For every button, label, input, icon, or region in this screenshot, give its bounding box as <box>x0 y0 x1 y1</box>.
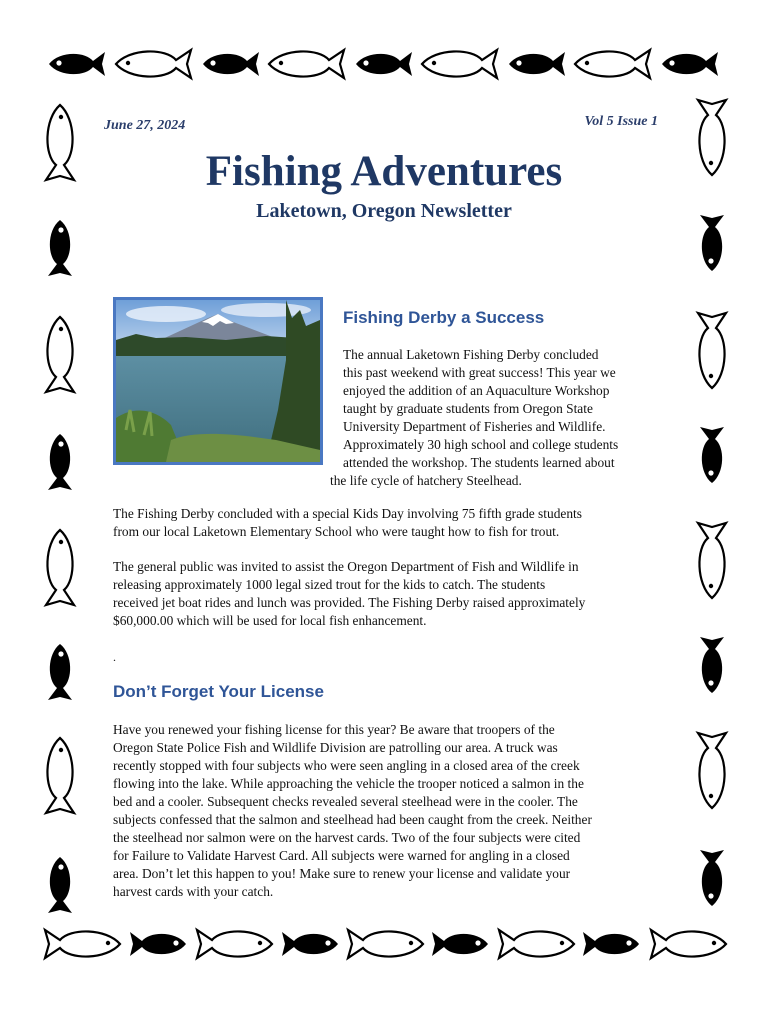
derby-intro-line: enjoyed the addition of an Aquaculture Workshop <box>343 383 610 398</box>
article-heading-license: Don’t Forget Your License <box>113 682 324 701</box>
derby-intro-line: The annual Laketown Fishing Derby concluded <box>343 347 599 362</box>
license-text-line: recently stopped with four subjects who were seen angling in a closed area of the creek <box>113 758 580 773</box>
derby-release-line: releasing approximately 1000 legal sized trout for the kids to catch. The students <box>113 577 546 592</box>
license-text-line: for Failure to Validate Harvest Card. All subjects were warned for angling in a closed <box>113 848 570 863</box>
article-heading-derby: Fishing Derby a Success <box>343 308 545 327</box>
derby-intro-line: the life cycle of hatchery Steelhead. <box>330 473 522 488</box>
license-text-line: area. Don’t let this happen to you! Make sure to renew your license and validate your <box>113 866 571 881</box>
license-text-line: bed and a cooler. Subsequent checks revealed several steelhead were in the cooler. The <box>113 794 578 809</box>
lake-photo <box>113 297 323 465</box>
license-text-line: Have you renewed your fishing license for this year? Be aware that troopers of the <box>113 722 555 737</box>
derby-intro-line: this past weekend with great success! This year we <box>343 365 616 380</box>
volume-issue: Vol 5 Issue 1 <box>584 114 658 129</box>
license-text-line: the steelhead nor salmon were on the harvest cards. Two of the four subjects were cited <box>113 830 581 845</box>
derby-release-line: $60,000.00 which will be used for local fish enhancement. <box>113 613 427 628</box>
derby-intro-line: University Department of Fisheries and Wildlife. <box>343 419 606 434</box>
newsletter-subtitle: Laketown, Oregon Newsletter <box>256 200 512 222</box>
license-text-line: harvest cards with your catch. <box>113 884 274 899</box>
license-text-line: Oregon State Police Fish and Wildlife Division are patrolling our area. A truck was <box>113 740 558 755</box>
license-text-line: subjects confessed that the salmon and steelhead had been caught from the creek. Neither <box>113 812 592 827</box>
license-text-line: flowing into the lake. While approaching the vehicle the trooper noticed a salmon in the <box>113 776 584 791</box>
newsletter-title: Fishing Adventures <box>205 148 563 195</box>
derby-intro-line: Approximately 30 high school and college students <box>343 437 619 452</box>
derby-intro-line: taught by graduate students from Oregon State <box>343 401 593 416</box>
stray-mark: . <box>113 650 116 664</box>
issue-date: June 27, 2024 <box>104 118 186 133</box>
derby-release-line: The general public was invited to assist the Oregon Department of Fish and Wildlife in <box>113 559 579 574</box>
derby-kids-day-line: from our local Laketown Elementary School who were taught how to fish for trout. <box>113 524 560 539</box>
derby-release-line: received jet boat rides and lunch was provided. The Fishing Derby raised approximately <box>113 595 586 610</box>
derby-intro-line: attended the workshop. The students learned about <box>343 455 615 470</box>
derby-kids-day-line: The Fishing Derby concluded with a special Kids Day involving 75 fifth grade students <box>113 506 582 521</box>
